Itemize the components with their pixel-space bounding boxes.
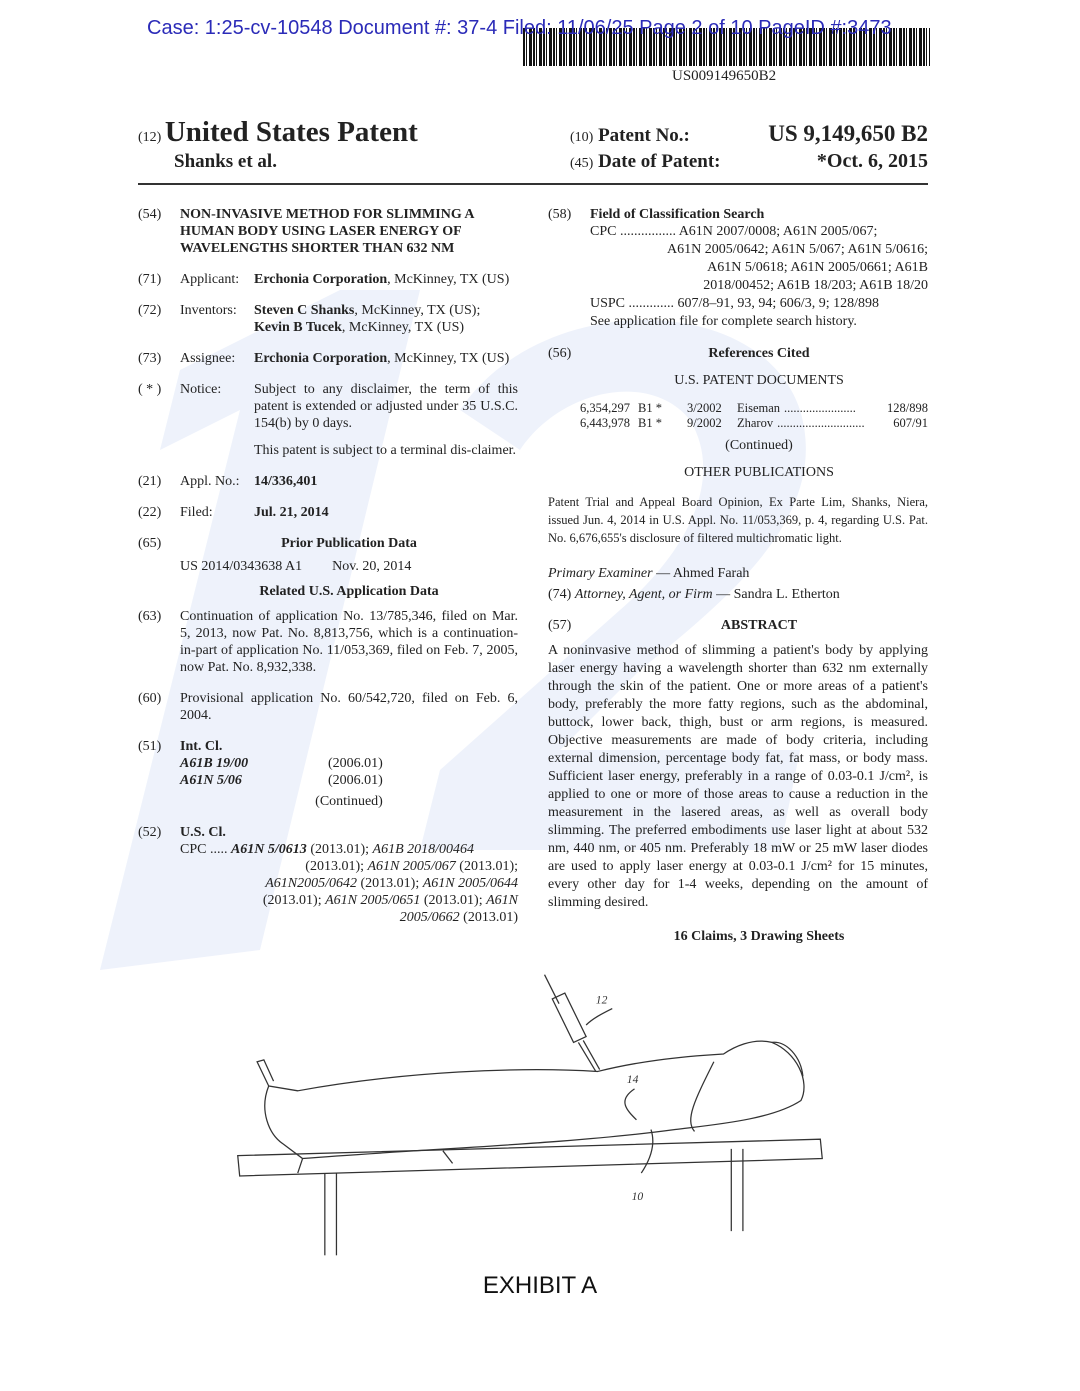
notice-text: Subject to any disclaimer, the term of this patent is extended or adjusted under 35 U.S.C. 154(b) by 0 days. (254, 382, 518, 431)
left-column (138, 206, 518, 959)
assignee-location: , McKinney, TX (US) (387, 351, 510, 366)
label-10: 10 (631, 1190, 644, 1204)
patent-title: United States Patent (164, 116, 418, 148)
ref-kind: B1 * (638, 401, 662, 415)
inventors-label: Inventors: (180, 303, 237, 318)
cpc-line: A61N 2005/0642; A61N 5/067; A61N 5/0616; (667, 242, 928, 257)
reference-row (580, 416, 928, 431)
ref-date: 3/2002 (687, 401, 722, 415)
int-cl-version: (2006.01) (328, 756, 383, 771)
section-72 (138, 302, 518, 336)
section-58 (548, 206, 928, 331)
abstract-text: A noninvasive method of slimming a patient's body by applying laser energy having a wavelength shorter than 632 nm externally through the skin of the patient. One or more areas of a patient's body, preferably the more fatty regions, such as the abdominal, buttock, lower back, thigh, bust or arm regions, is measured. Objective measurements are made of body criteria, including external dimension, percentage body fat, fat mass, or body mass. Sufficient laser energy, preferably in a range of 0.03-0.1 J/cm², is applied to one or more of those areas to cause a reduction in the measurement in the lasered areas, as well as overall body slimming. The preferred embodiments use laser light at about 532 nm, 440 nm, or 405 nm. Preferably 18 mW or 25 mW laser diodes are used to apply laser energy at 0.03-0.1 J/cm² for 15 minutes, every other day for 1-4 weeks, depending on the amount of slimming desired. (548, 643, 928, 910)
front-page-columns (138, 0, 928, 959)
section-74 (548, 586, 928, 603)
laser-probe-icon (545, 975, 600, 1072)
section-num: (71) (138, 272, 162, 287)
inventor-name: Kevin B Tucek (254, 320, 342, 335)
reference-row (580, 401, 928, 416)
ref-kind: B1 * (638, 416, 662, 430)
ref-date: 9/2002 (687, 416, 722, 430)
section-num: (73) (138, 351, 162, 366)
attorney-label: Attorney, Agent, or Firm (574, 587, 713, 602)
label-12: 12 (595, 993, 608, 1007)
section-num: (72) (138, 303, 162, 318)
inventors-short: Shanks et al. (174, 151, 277, 172)
section-56 (548, 345, 928, 547)
barcode-number: US009149650B2 (672, 68, 777, 84)
int-cl-version: (2006.01) (328, 773, 383, 788)
ref-no: 6,443,978 (580, 416, 630, 430)
section-notice (138, 381, 518, 459)
int-cl-heading: Int. Cl. (180, 739, 223, 754)
applicant-label: Applicant: (180, 272, 240, 287)
publication-number: US 2014/0343638 A1 (180, 559, 303, 574)
classification-heading: Field of Classification Search (590, 207, 765, 222)
us-cl-line: A61N2005/0642 (2013.01); A61N 2005/0644 (265, 876, 518, 891)
terminal-disclaimer: This patent is subject to a terminal dis-claimer. (254, 443, 517, 458)
section-73 (138, 350, 518, 367)
section-71 (138, 271, 518, 288)
section-num: ( * ) (138, 382, 162, 397)
other-publication: Patent Trial and Appeal Board Opinion, Ex Parte Lim, Shanks, Niera, issued Jun. 4, 2014 in U.S. Appl. No. 11/053,369, p. 4, regarding U.S. Pat. No. 6,676,655's disclosure of filtered multichromatic light. (548, 495, 928, 545)
appl-no-label: Appl. No.: (180, 474, 240, 489)
patent-date: *Oct. 6, 2015 (816, 150, 928, 172)
section-num: (22) (138, 505, 162, 520)
us-cl-line: CPC ..... A61N 5/0613 (2013.01); A61B 2018/00464 (180, 842, 475, 857)
case-stamp: Case: 1:25-cv-10548 Document #: 37-4 Filed: 11/06/25 Page 2 of 10 PageID #:3473 (147, 17, 892, 39)
section-65 (138, 535, 518, 575)
ref-name: Eiseman (737, 401, 781, 415)
exhibit-label: EXHIBIT A (482, 1272, 598, 1299)
patent-no: US 9,149,650 B2 (768, 121, 928, 146)
examiner-label: Primary Examiner (548, 566, 653, 581)
cpc-line: A61N 5/0618; A61N 2005/0661; A61B (707, 260, 928, 275)
assignee-name: Erchonia Corporation (254, 351, 388, 366)
section-52 (138, 824, 518, 926)
applicant-location: , McKinney, TX (US) (387, 272, 510, 287)
us-patent-docs-heading: U.S. PATENT DOCUMENTS (674, 373, 844, 388)
section-51 (138, 738, 518, 810)
section-num: (74) (548, 587, 572, 602)
section-num: (51) (138, 739, 162, 754)
section-num: (56) (548, 346, 572, 361)
attorney-name: — Sandra L. Etherton (712, 587, 840, 602)
provisional-text: Provisional application No. 60/542,720, filed on Feb. 6, 2004. (180, 691, 518, 723)
right-column (548, 206, 928, 959)
us-cl-lines (180, 841, 518, 926)
section-22 (138, 504, 518, 521)
prior-publication-heading: Prior Publication Data (281, 536, 417, 551)
section-60 (138, 690, 518, 724)
ref-class: 607/91 (893, 416, 928, 430)
section-num: (52) (138, 825, 162, 840)
section-num: (63) (138, 609, 162, 624)
publication-date: Nov. 20, 2014 (332, 559, 412, 574)
code-12: (12) (138, 130, 162, 145)
search-history-note: See application file for complete search history. (590, 314, 857, 329)
ref-class: 128/898 (887, 401, 928, 415)
cpc-line: 2018/00452; A61B 18/203; A61B 18/20 (703, 278, 928, 293)
section-num: (57) (548, 618, 572, 633)
us-cl-line: (2013.01); A61N 2005/0651 (2013.01); A61N (262, 893, 518, 908)
appl-no: 14/336,401 (254, 474, 318, 489)
us-cl-line: (2013.01); A61N 2005/067 (2013.01); (305, 859, 518, 874)
section-57 (548, 617, 928, 912)
section-num: (54) (138, 207, 162, 222)
ref-name: Zharov (737, 416, 774, 430)
inventor-location: , McKinney, TX (US) (341, 320, 465, 335)
us-cl-line: 2005/0662 (2013.01) (399, 910, 518, 925)
continuation-text: Continuation of application No. 13/785,346, filed on Mar. 5, 2013, now Pat. No. 8,813,756, which is a continuation-in-part of application No. 11/053,369, filed on Feb. 7, 2005, now Pat. No. 8,932,338. (180, 609, 518, 675)
ref-no: 6,354,297 (580, 401, 630, 415)
section-num: (21) (138, 474, 162, 489)
applicant-name: Erchonia Corporation (254, 272, 388, 287)
filed-date: Jul. 21, 2014 (254, 505, 329, 520)
inventor-location: , McKinney, TX (US); (354, 303, 481, 318)
section-63 (138, 608, 518, 676)
date-label: Date of Patent: (598, 151, 721, 172)
us-cl-heading: U.S. Cl. (180, 825, 226, 840)
claims-summary: 16 Claims, 3 Drawing Sheets (673, 929, 845, 944)
uspc-line: USPC ............. 607/8–91, 93, 94; 606/3, 9; 128/898 (590, 296, 879, 311)
section-num: (58) (548, 207, 572, 222)
assignee-label: Assignee: (180, 351, 236, 366)
ref-dots: ............................ (777, 416, 865, 430)
notice-label: Notice: (180, 382, 222, 397)
patent-no-label: Patent No.: (598, 125, 690, 146)
other-publications-heading: OTHER PUBLICATIONS (684, 465, 834, 480)
cpc-line: CPC ................ A61N 2007/0008; A61N 2005/067; (590, 224, 878, 239)
abstract-heading: ABSTRACT (720, 618, 798, 633)
section-num: (65) (138, 536, 162, 551)
code-10: (10) (570, 130, 594, 145)
ref-dots: ....................... (784, 401, 856, 415)
examiner-name: — Ahmed Farah (652, 566, 750, 581)
examiner (548, 565, 928, 582)
section-54 (138, 206, 518, 257)
label-14: 14 (626, 1073, 639, 1087)
references-heading: References Cited (708, 346, 810, 361)
int-cl-code: A61N 5/06 (180, 773, 242, 788)
code-45: (45) (570, 156, 594, 171)
invention-title: NON-INVASIVE METHOD FOR SLIMMING A HUMAN BODY USING LASER ENERGY OF WAVELENGTHS SHORTER THAN 632 NM (180, 207, 474, 256)
inventor-name: Steven C Shanks (254, 303, 355, 318)
section-num: (60) (138, 691, 162, 706)
int-cl-code: A61B 19/00 (180, 756, 249, 771)
filed-label: Filed: (180, 505, 213, 520)
int-cl-continued: (Continued) (315, 794, 383, 809)
related-data-heading: Related U.S. Application Data (259, 584, 439, 599)
section-21 (138, 473, 518, 490)
refs-continued: (Continued) (725, 438, 793, 453)
patent-drawing (220, 965, 840, 1265)
